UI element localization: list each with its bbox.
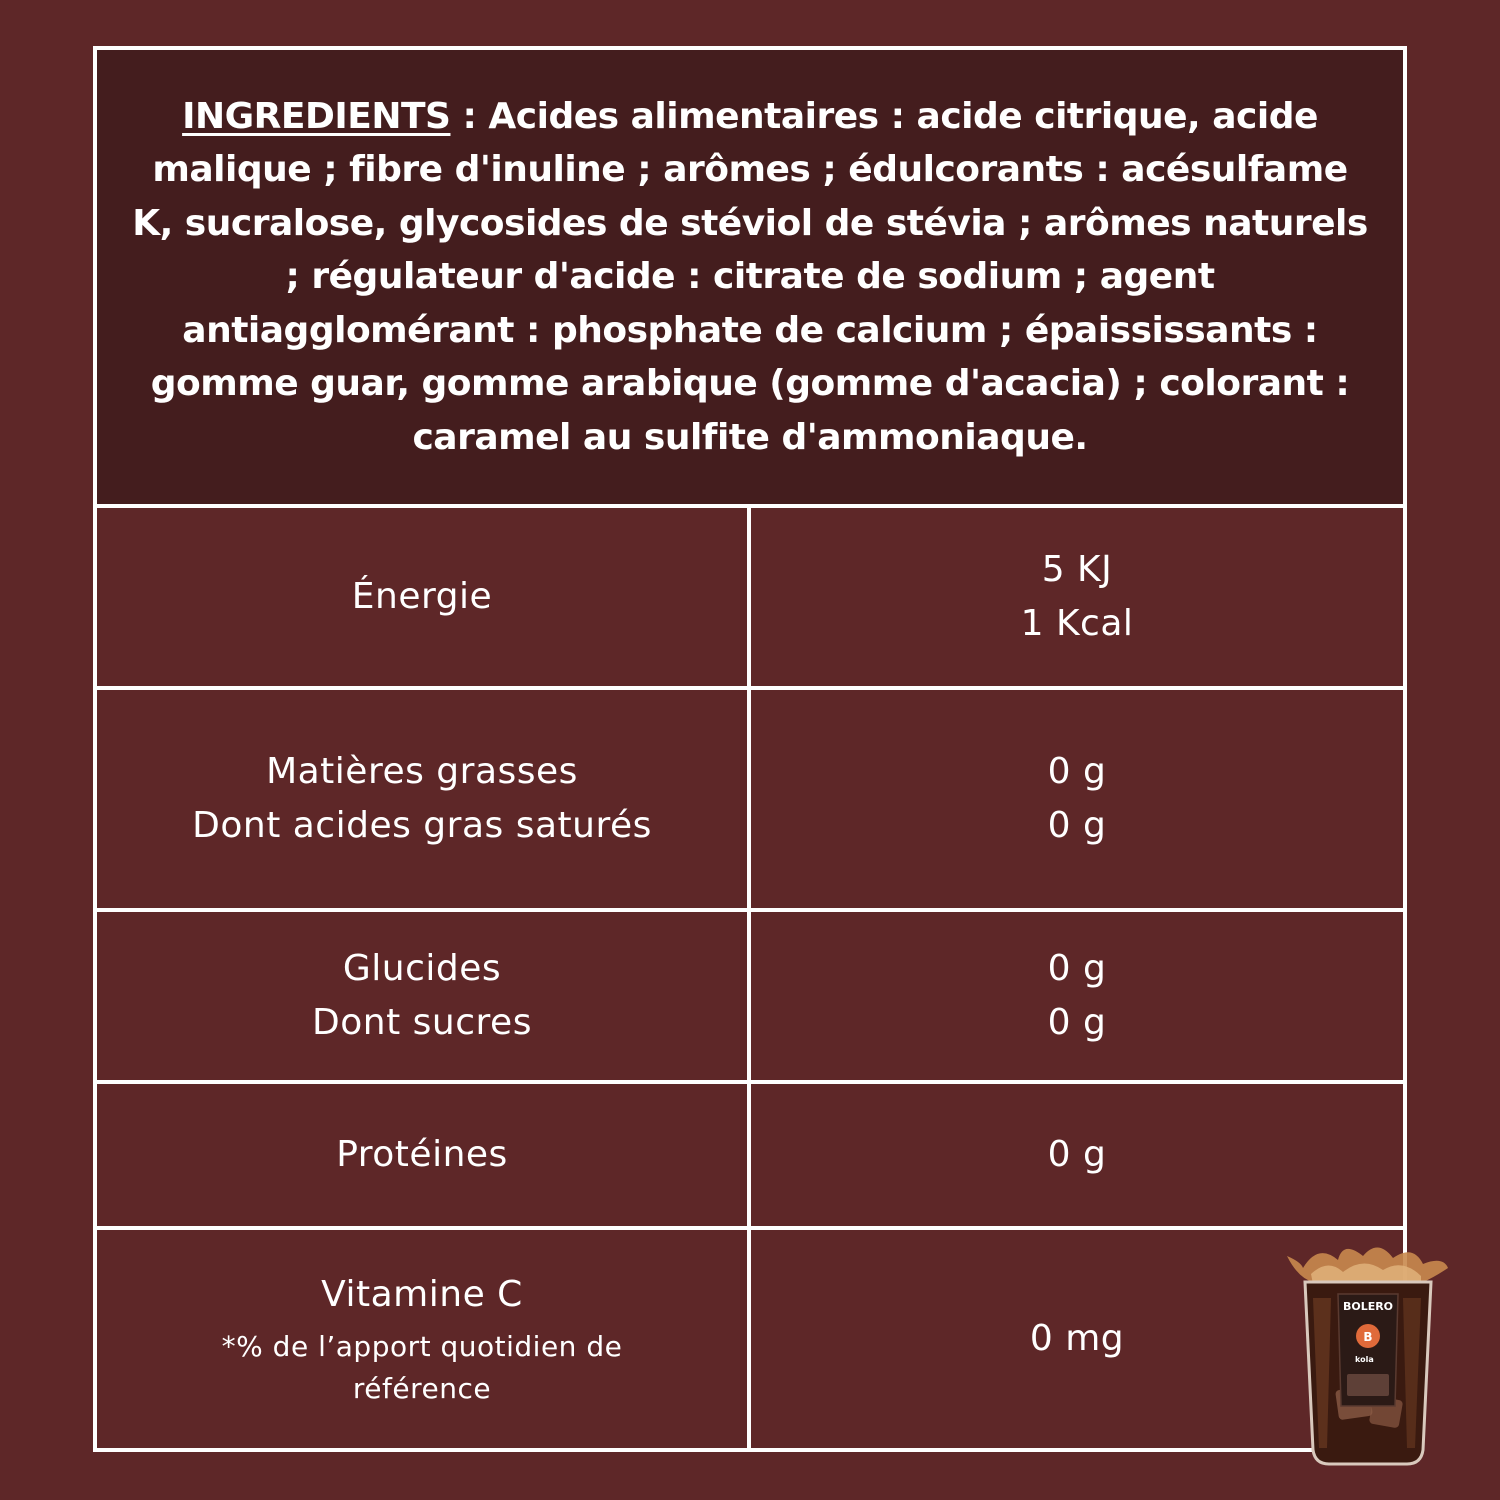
carbs-value-cell [751, 912, 1403, 1080]
energy-value-kcal: 1 Kcal [1020, 603, 1134, 644]
nutrition-card [93, 46, 1407, 1452]
reference-note-line-1: *% de l’apport quotidien de [221, 1330, 623, 1363]
ingredients-label: INGREDIENTS [182, 95, 451, 137]
protein-label-cell [97, 1084, 751, 1226]
protein-value: 0 g [1047, 1134, 1107, 1175]
table-row-energy [97, 508, 1403, 686]
table-row-carbs [97, 912, 1403, 1080]
carbs-value: 0 g [1047, 948, 1107, 989]
fat-value: 0 g [1047, 751, 1107, 792]
vitamin-c-label: Vitamine C [321, 1274, 523, 1315]
sugars-value: 0 g [1047, 1002, 1107, 1043]
energy-label: Énergie [351, 576, 493, 617]
energy-label-cell [97, 508, 751, 686]
fat-label: Matières grasses [266, 751, 578, 792]
fat-label-cell [97, 690, 751, 908]
energy-value-kj: 5 KJ [1041, 549, 1113, 590]
fat-value-cell [751, 690, 1403, 908]
table-row-vitamin-c [97, 1230, 1403, 1448]
product-brand: BOLERO [1342, 1300, 1394, 1313]
carbs-label-cell [97, 912, 751, 1080]
ingredients-list: : Acides alimentaires : acide citrique, acide malique ; fibre d'inuline ; arômes ; édulcorants : acésulfame K, sucralose, glycosides de stéviol de stévia ; arômes naturels ; régulateur d'acide : citrate de sodium ; agent antiagglomérant : phosphate de calcium ; épaississants : gomme guar, gomme arabique (gomme d'acacia) ; colorant : caramel au sulfite d'ammoniaque. [132, 95, 1368, 458]
ingredients-panel [97, 50, 1403, 508]
carbs-label: Glucides [342, 948, 502, 989]
table-row-protein [97, 1084, 1403, 1226]
product-glass-image [1283, 1238, 1453, 1470]
product-sachet [1338, 1294, 1398, 1406]
energy-value-cell [751, 508, 1403, 686]
reference-note-line-2: référence [352, 1372, 492, 1405]
vitamin-c-value: 0 mg [1029, 1318, 1125, 1359]
table-row-fat [97, 690, 1403, 908]
vitamin-c-label-cell [97, 1230, 751, 1448]
saturated-fat-value: 0 g [1047, 805, 1107, 846]
product-flavor: kola [1355, 1355, 1374, 1364]
ingredients-text [131, 90, 1369, 465]
sugars-label: Dont sucres [312, 1002, 532, 1043]
protein-value-cell [751, 1084, 1403, 1226]
reference-intake-note [222, 1326, 623, 1410]
protein-label: Protéines [336, 1134, 508, 1175]
saturated-fat-label: Dont acides gras saturés [192, 805, 652, 846]
brand-badge-letter: B [1363, 1330, 1373, 1344]
